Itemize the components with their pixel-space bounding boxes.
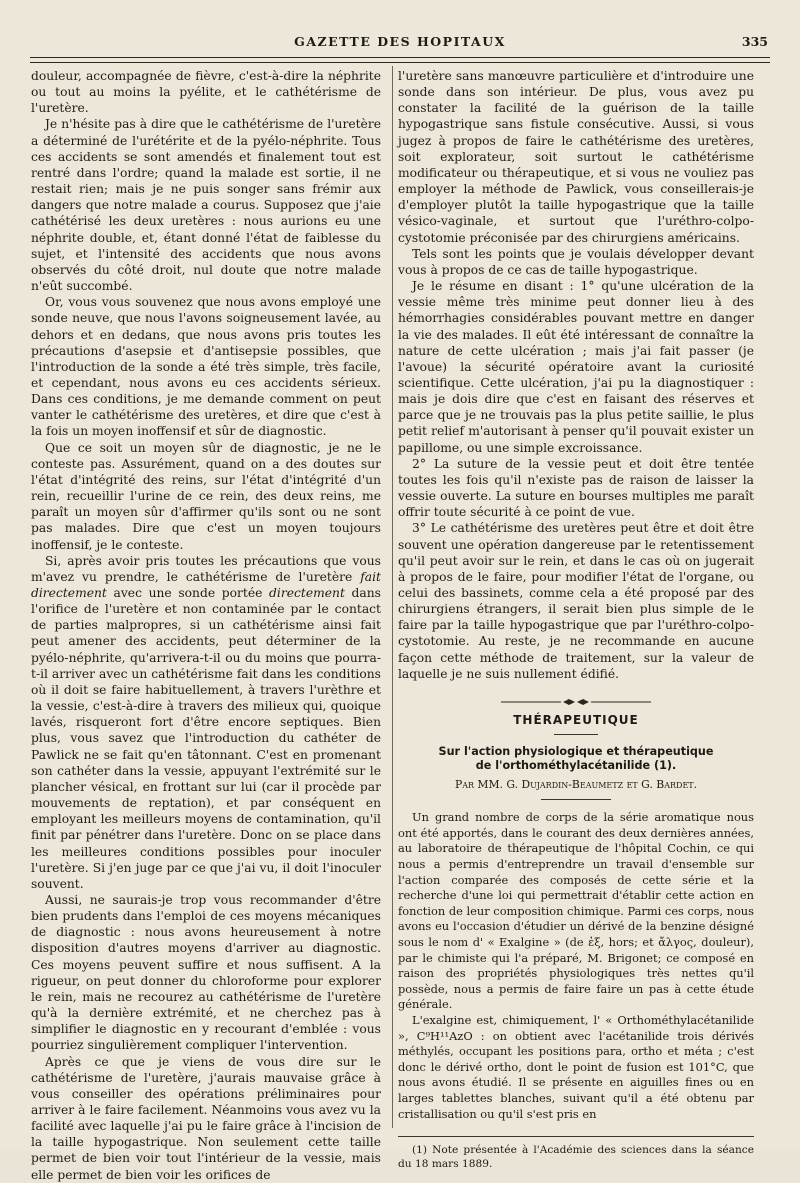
paragraph: 2° La suture de la vessie peut et doit être tentée toutes les fois qu'il n'existe pas de raison de laisser la vessie ouverte. La suture en bourses multiples me paraît offrir toute sécurité à ce point de vue. bbox=[398, 456, 754, 520]
paragraph-with-italics bbox=[31, 553, 381, 892]
paragraph: Tels sont les points que je voulais développer devant vous à propos de ce cas de taille hypogastrique. bbox=[398, 246, 754, 277]
paragraph: Je n'hésite pas à dire que le cathétérisme de l'uretère a déterminé de l'urétérite et de la pyélo-néphrite. Tous ces accidents se sont amendés et finalement tout est rentré dans l'ordre; quand la malade est sortie, il ne restait rien; mais je ne puis songer sans frémir aux dangers que notre malade a courus. Supposez que j'aie cathétérisé les deux uretères : nous aurions eu une néphrite double, et, étant donné l'état de faiblesse du sujet, et l'intensité des accidents que nous avons observés du côté droit, nul doute que notre malade n'eût succombé. bbox=[31, 117, 381, 294]
paragraph: Je le résume en disant : 1° qu'une ulcération de la vessie même très minime peut donner lieu à des hémorrhagies considérables pouvant mettre en danger la vie des malades. Il eût été intéressant de connaître la nature de cette ulcération ; mais j'ai fait passer (je l'avoue) la sécurité opératoire avant la curiosité scientifique. Cette ulcération, j'ai pu la diagnostiquer : mais je dois dire que c'est en faisant des réserves et parce que je ne trouvais pas la plus petite saillie, le plus petit relief m'autorisant à penser qu'il pouvait exister un papillome, ou une simple excroissance. bbox=[398, 279, 754, 455]
paragraph: Aussi, ne saurais-je trop vous recommander d'être bien prudents dans l'emploi de ces moyens mécaniques de diagnostic : nous avons heureusement à notre disposition d'autres moyens d'arriver au diagnostic. Ces moyens peuvent suffire et nous suffisent. A la rigueur, on peut donner du chloroforme pour explorer le rein, mais ne recourez au cathétérisme de l'uretère qu'à la dernière extrémité, et ne cherchez pas à simplifier le diagnostic en y recourant d'emblée : vous pourriez singulièrement compliquer l'intervention. bbox=[31, 892, 381, 1053]
footnote-rule bbox=[398, 1136, 754, 1137]
article-paragraph: Un grand nombre de corps de la série aromatique nous ont été apportés, dans le courant des deux dernières années, au laboratoire de thérapeutique de l'hôpital Cochin, ce qui nous a permis d'entreprendre un travail d'ensemble sur l'action comparée des composés de cette série et la recherche d'une loi qui permettrait d'établir cette action en fonction de leur composition chimique. Parmi ces corps, nous avons eu l'occasion d'étudier un dérivé de la benzine désigné sous le nom d' « Exalgine » (de ἐξ, hors; et ἄλγος, douleur), par le chimiste qui l'a préparé, M. Brigonet; ce composé en raison des propriétés physiologiques très nettes qu'il possède, nous a permis de faire faire un pas à cette étude générale. bbox=[398, 810, 754, 1012]
article-title-line: Sur l'action physiologique et thérapeutique bbox=[438, 745, 714, 759]
article-authors: Par MM. G. Dujardin-Beaumetz et G. Bardet. bbox=[454, 778, 698, 792]
authors-rule bbox=[541, 799, 611, 800]
paragraph: 3° Le cathétérisme des uretères peut être et doit être souvent une opération dangereuse par le retentissement qu'il peut avoir sur le rein, et dans le cas où on jugerait à propos de le faire, pour modifier l'état de l'organe, ou celui des bassinets, comme cela a été proposé par des chirurgiens étrangers, il serait bien plus simple de le faire par la taille hypogastrique que par l'uréthro-colpo-cystotomie. Au reste, je ne recommande en aucune façon cette méthode de traitement, sur la valeur de laquelle je ne suis nullement édifié. bbox=[398, 521, 754, 681]
article-title-line: de l'orthométhylacétanilide (1). bbox=[475, 759, 677, 773]
italic-phrase: fait directement bbox=[31, 569, 381, 600]
italic-phrase: directement bbox=[269, 586, 345, 600]
text-run: Si, après avoir pris toutes les précautions que vous m'avez vu prendre, le cathétérisme de l'uretère bbox=[31, 553, 381, 584]
right-column bbox=[398, 68, 754, 1171]
article-paragraph: L'exalgine est, chimiquement, l' « Orthométhylacétanilide », C⁹H¹¹AzO : on obtient avec l'acétanilide trois dérivés méthylés, occupant les positions para, ortho et méta ; c'est donc le dérivé ortho, dont le point de fusion est 101°C, que nous avons étudié. Il se présente en aiguilles fines ou en larges tablettes blanches, suivant qu'il a été obtenu par cristallisation ou qu'il s'est pris en bbox=[398, 1012, 754, 1121]
section-title: THÉRAPEUTIQUE bbox=[513, 712, 639, 727]
text-run: dans l'orifice de l'uretère et non contaminée par le contact de parties malpropres, si un cathétérisme ainsi fait peut amener des accidents, peut déterminer de la pyélo-néphrite, qu'arrivera-t-il ou du moins que pourra-t-il arriver avec un cathétérisme fait dans les conditions où il doit se faire habituellement, à travers l'urèthre et la vessie, c'est-à-dire à travers des milieux qui, quoique lavés, risqueront fort d'être encore septiques. Bien plus, vous savez que l'introduction du cathéter de Pawlick ne se fait qu'en tâtonnant. C'est en promenant son cathéter dans la vessie, appuyant l'extrémité sur le plancher vésical, en frottant sur lui (car il procède par mouvements de reptation), et par conséquent en employant les meilleurs moyens de contamination, qu'il finit par pénétrer dans l'uretère. Donc on se place dans les meilleures conditions possibles pour inoculer l'uretère. Si j'en juge par ce que j'ai vu, il doit l'inoculer souvent. bbox=[31, 586, 381, 891]
left-column bbox=[31, 68, 381, 1183]
column-divider bbox=[392, 66, 393, 1128]
page-header bbox=[30, 30, 770, 50]
paragraph: Or, vous vous souvenez que nous avons employé une sonde neuve, que nous l'avons soigneusement lavée, au dehors et en dedans, que nous avons pris toutes les précautions d'asepsie et d'antisepsie possibles, que l'introduction de la sonde a été très simple, très facile, et cependant, nous avons eu ces accidents sérieux. Dans ces conditions, je me demande comment on peut vanter le cathétérisme des uretères, et dire que c'est à la fois un moyen inoffensif et sûr de diagnostic. bbox=[31, 295, 381, 439]
paragraph: l'uretère sans manœuvre particulière et d'introduire une sonde dans son intérieur. De plus, vous avez pu constater la facilité de la guérison de la taille hypogastrique sans fistule consécutive. Aussi, si vous jugez à propos de faire le cathétérisme des uretères, soit explorateur, soit surtout le cathétérisme modificateur ou thérapeutique, et si vous ne vouliez pas employer la méthode de Pawlick, vous conseillerais-je d'employer plutôt la taille hypogastrique que la taille vésico-vaginale, et surtout que l'uréthro-colpo-cystotomie préconisée par des chirurgiens américains. bbox=[398, 69, 754, 245]
running-head: GAZETTE DES HOPITAUX bbox=[294, 34, 506, 49]
text-run: avec une sonde portée bbox=[106, 586, 270, 600]
page-number: 335 bbox=[741, 34, 768, 49]
footnote: (1) Note présentée à l'Académie des sciences dans la séance du 18 mars 1889. bbox=[398, 1144, 754, 1171]
header-double-rule bbox=[30, 57, 770, 63]
paragraph: Après ce que je viens de vous dire sur le cathétérisme de l'uretère, j'aurais mauvaise grâce à vous conseiller des opérations préliminaires pour arriver à le faire facilement. Néanmoins vous avez vu la facilité avec laquelle j'ai pu le faire grâce à l'incision de la taille hypogastrique. Non seulement cette taille permet de bien voir tout l'intérieur de la vessie, mais elle permet de bien voir les orifices de bbox=[31, 1054, 381, 1182]
paragraph: Que ce soit un moyen sûr de diagnostic, je ne le conteste pas. Assurément, quand on a des doutes sur l'état d'intégrité des reins, sur l'état d'intégrité d'un rein, recueillir l'urine de ce rein, des deux reins, me paraît un moyen sûr d'affirmer qu'ils sont ou ne sont pas malades. Dire que c'est un moyen toujours inoffensif, je le conteste. bbox=[31, 440, 381, 552]
paragraph: douleur, accompagnée de fièvre, c'est-à-dire la néphrite ou tout au moins la pyélite, et le cathétérisme de l'uretère. bbox=[31, 69, 381, 116]
ornament-divider bbox=[501, 698, 651, 706]
section-rule bbox=[554, 734, 598, 735]
